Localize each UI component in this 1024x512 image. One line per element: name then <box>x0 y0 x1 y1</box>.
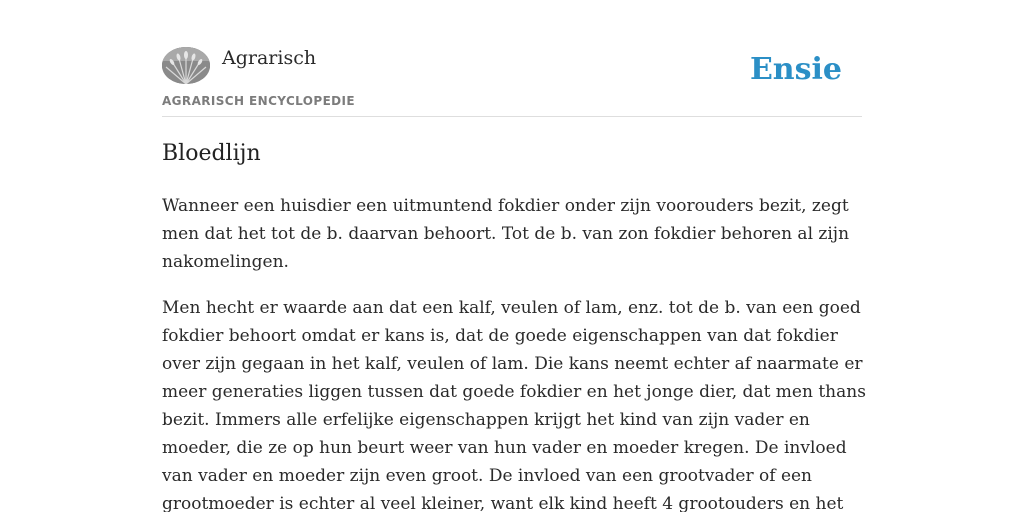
site-header <box>162 44 862 117</box>
paragraph-line: fokdier behoort omdat er kans is, dat de goede eigenschappen van dat fokdier <box>162 326 838 346</box>
brand-logo[interactable]: Ensie <box>749 52 842 87</box>
site-name[interactable]: Agrarisch <box>222 47 317 69</box>
article-paragraph-1 <box>162 192 862 276</box>
paragraph-line: van vader en moeder zijn even groot. De invloed van een grootvader of een <box>162 466 813 486</box>
paragraph-line: bezit. Immers alle erfelijke eigenschappen krijgt het kind van zijn vader en <box>162 410 810 430</box>
paragraph-line: meer generaties liggen tussen dat goede fokdier en het jonge dier, dat men thans <box>162 382 866 402</box>
article <box>162 138 866 512</box>
paragraph-line: Men hecht er waarde aan dat een kalf, veulen of lam, enz. tot de b. van een goed <box>162 298 861 318</box>
article-title: Bloedlijn <box>162 141 261 166</box>
paragraph-line: Wanneer een huisdier een uitmuntend fokdier onder zijn voorouders bezit, zegt <box>162 196 849 216</box>
paragraph-line: moeder, die ze op hun beurt weer van hun vader en moeder kregen. De invloed <box>162 438 847 458</box>
paragraph-line: grootmoeder is echter al veel kleiner, want elk kind heeft 4 grootouders en het <box>162 494 844 512</box>
wheat-icon[interactable] <box>162 47 210 84</box>
site-subtitle[interactable]: AGRARISCH ENCYCLOPEDIE <box>162 94 355 108</box>
paragraph-line: men dat het tot de b. daarvan behoort. Tot de b. van zon fokdier behoren al zijn <box>162 224 850 244</box>
article-paragraph-2 <box>162 294 866 512</box>
paragraph-line: over zijn gegaan in het kalf, veulen of lam. Die kans neemt echter af naarmate er <box>162 354 863 374</box>
paragraph-line: nakomelingen. <box>162 252 289 272</box>
